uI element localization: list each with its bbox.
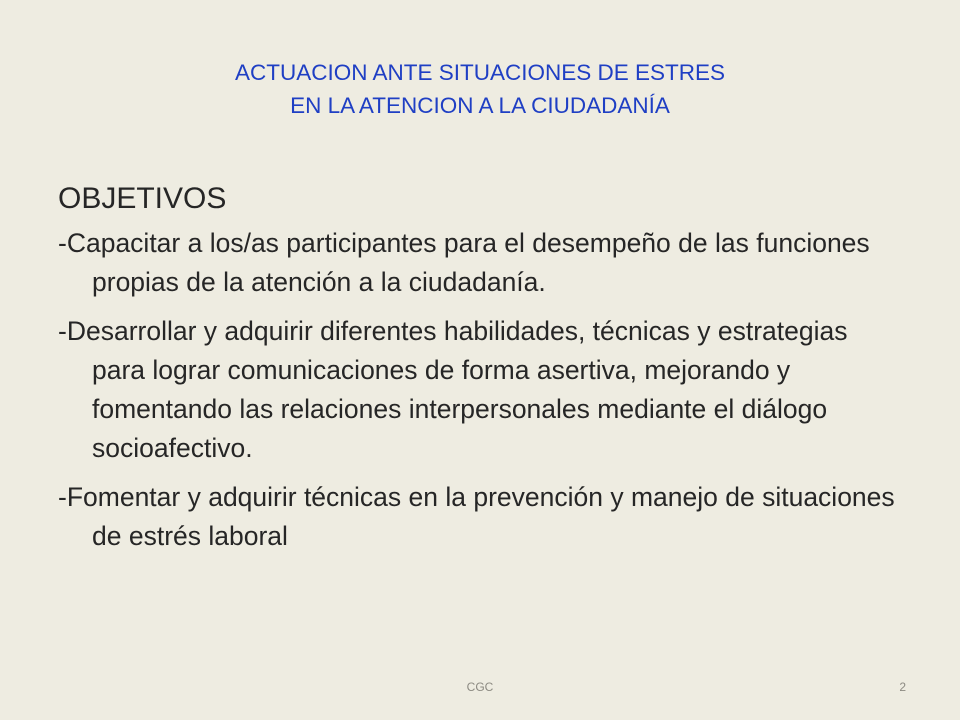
footer-text: CGC	[466, 680, 494, 694]
objectives-heading: OBJETIVOS	[58, 182, 227, 215]
objective-item-2: -Desarrollar y adquirir diferentes habilidades, técnicas y estrategias para lograr comunicaciones de forma asertiva, mejorando y fomentando las relaciones interpersonales mediante el diálogo socioafectivo.	[58, 316, 848, 463]
slide-title	[0, 56, 960, 122]
title-line-1: ACTUACION ANTE SITUACIONES DE ESTRES	[234, 60, 726, 85]
page-number: 2	[899, 680, 906, 694]
title-line-2: EN LA ATENCION A LA CIUDADANÍA	[290, 93, 670, 118]
objective-item-3: -Fomentar y adquirir técnicas en la prevención y manejo de situaciones de estrés laboral	[58, 482, 895, 551]
slide-body	[58, 176, 903, 566]
objective-item-1: -Capacitar a los/as participantes para el desempeño de las funciones propias de la atención a la ciudadanía.	[58, 228, 870, 297]
